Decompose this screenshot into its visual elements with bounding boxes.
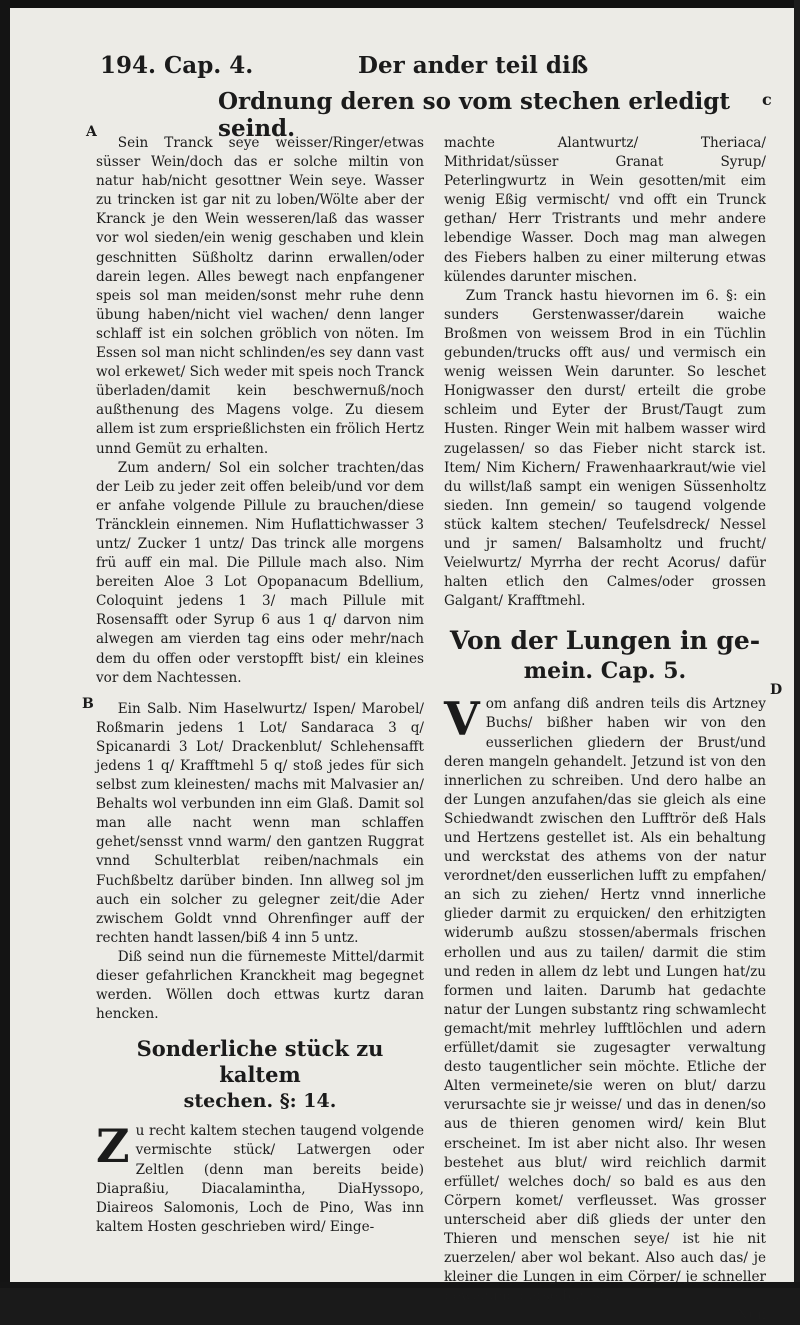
paragraph: machte Alantwurtz/ Theriaca/ Mithridat/süsser Granat Syrup/ Peterlingwurtz in Wein gesotten/mit eim wenig Eßig vermischt/ vnd offt ein Trunck gethan/ Herr Tristrants und mehr andere lebendige Wasser. Doch mag man alwegen des Fiebers halben zu einer milterung etwas külendes darunter mischen.: [444, 135, 766, 285]
section-heading: [96, 1036, 424, 1114]
page-header: [100, 52, 760, 92]
section-heading-line1: Sonderliche stück zu kaltem: [136, 1036, 384, 1088]
paragraph: Sein Tranck seye weisser/Ringer/etwas süsser Wein/doch das er solche miltin von natur hab/nicht gesottner Wein seye. Wasser zu trincken ist gar nit zu loben/Wölte aber der Kranck je den Wein wesseren/laß das wasser vor wol sieden/ein wenig geschaben und klein geschnitten Süßholtz darinn erwallen/oder darein legen. Alles bewegt nach enpfangener speis sol man meiden/sonst mehr ruhe denn übung haben/nicht viel wachen/ denn langer schlaff ist ein solchen gröblich von nöten. Im Essen sol man nicht schlinden/es sey dann vast wol erkewet/ Sich weder mit speis noch Tranck überladen/damit kein beschwernuß/noch außthenung des Magens volge. Zu diesem allem ist zum ersprießlichsten ein frölich Hertz unnd Gemüt zu erhalten.: [96, 135, 424, 457]
chapter-heading: [444, 625, 766, 687]
chapter-heading-line1: Von der Lungen in ge-: [449, 626, 761, 656]
catchword: Nun: [736, 1307, 766, 1324]
margin-letter-b: B: [82, 696, 94, 712]
left-column: [96, 134, 424, 1237]
running-title: Der ander teil diß: [358, 52, 589, 79]
paragraph: Zum andern/ Sol ein solcher trachten/das der Leib zu jeder zeit offen beleib/und vor dem er anfahe volgende Pillule zu brauchen/diese Träncklein einnemen. Nim Huflattichwasser 3 untz/ Zucker 1 untz/ Das trinck alle morgens frü auff ein mal. Die Pillule mach also. Nim bereiten Aloe 3 Lot Opopanacum Bdellium, Coloquint jedens 1 3/ mach Pillule mit Rosensafft oder Syrup 6 aus 1 q/ darvon nim alwegen am vierden tag eins oder mehr/nach dem du offen oder verstopfft bist/ ein kleines vor dem Nachtessen.: [96, 459, 424, 686]
chapter-heading-line2: mein. Cap. 5.: [523, 658, 687, 685]
paragraph: Zum Tranck hastu hievornen im 6. §: ein sunders Gerstenwasser/darein waiche Broßmen von weissem Brod in ein Tüchlin gebunden/trucks offt aus/ und vermisch ein wenig weissen Wein darunter. So leschet Honigwasser den durst/ erteilt die grobe schleim und Eyter der Brust/Taugt zum Husten. Ringer Wein mit halbem wasser wird zugelassen/ so das Fieber nicht starck ist. Item/ Nim Kichern/ Frawenhaarkraut/wie viel du willst/laß sampt ein wenigen Süssenholtz sieden. Inn gemein/ so taugend volgende stück kaltem stechen/ Teufelsdreck/ Nessel und jr samen/ Balsamholtz und frucht/ Veielwurtz/ Myrrha der recht Acorus/ dafür halten etlich den Calmes/oder grossen Galgant/ Krafftmehl.: [444, 287, 766, 610]
paragraph: Diß seind nun die fürnemeste Mittel/darmit dieser gefahrlichen Kranckheit mag begegnet werden. Wöllen doch ettwas kurtz daran hencken.: [96, 948, 424, 1023]
paragraph: Vom anfang diß andren teils dis Artzney Buchs/ bißher haben wir von den eusserlichen gliedern der Brust/und deren mangeln gehandelt. Jetzund ist von den innerlichen zu schreiben. Und dero halbe an der Lungen anzufahen/das sie gleich als eine Schiedwandt zwischen den Lufftrör deß Hals und Hertzens gestellet ist. Als ein behaltung und werckstat des athems von der natur verordnet/den eusserlichen lufft zu empfahen/ an sich zu ziehen/ Hertz vnnd innerliche glieder darmit zu erquicken/ den erhitzigten widerumb außzu stossen/abermals frischen erhollen und aus zu tailen/ darmit die stim und reden in allem dz lebt und Lungen hat/zu formen und laiten. Darumb hat gedachte natur der Lungen substantz ring schwamlecht gemacht/mit mehrley lufftlöchlen und adern erfüllet/damit sie zugesagter verwaltung desto taugentlicher sein möchte. Etliche der Alten vermeinete/sie weren on blut/ darzu verursachte sie jr weisse/ und das in denen/so aus de thieren genomen wird/ kein Blut erscheinet. Im ist aber nicht also. Ihr wesen bestehet aus blut/ wird reichlich darmit erfüllet/ welches doch/ so bald es aus den Cörpern komet/ verfleusset. Was grosser unterscheid aber diß glieds der unter den Thieren und menschen seye/ ist hie nit zuerzelen/ aber wol bekant. Also auch das/ je kleiner die Lungen in eim Cörper/ je schneller bewegung derselbig ist.: [444, 692, 766, 1305]
paragraph: Zu recht kaltem stechen taugend volgende vermischte stück/ Latwergen oder Zeltlen (denn man bereits beide) Diapraßiu, Diacalamintha, DiaHyssopo, Diaireos Salomonis, Loch de Pino, Was inn kaltem Hosten geschrieben wird/ Einge-: [96, 1119, 424, 1235]
margin-letter-a: A: [86, 124, 97, 140]
paragraph: Ein Salb. Nim Haselwurtz/ Ispen/ Marobel/ Roßmarin jedens 1 Lot/ Sandaraca 3 q/ Spicanardi 3 Lot/ Drackenblut/ Schlehensafft jedens 1 q/ Krafftmehl 5 q/ stoß jedes für sich selbst zum kleinesten/ machs mit Malvasier an/ Behalts wol verbunden inn eim Glaß. Damit sol man alle nacht wenn man schlaffen gehet/sensst vnnd warm/ den gantzen Ruggrat vnnd Schulterblat reiben/nachmals ein Fuchßbeltz darüber binden. Inn allweg sol jm auch ein solcher zu gelegner zeit/die Ader zwischem Goldt vnnd Ohrenfinger auff der rechten handt lassen/biß 4 inn 5 untz.: [96, 700, 424, 946]
scan-border-top: [0, 0, 800, 8]
page-number: 194.: [100, 52, 157, 79]
right-column: [444, 134, 766, 1325]
section-heading-line2: stechen. §: 14.: [183, 1090, 337, 1113]
margin-letter-d: D: [770, 682, 783, 698]
scan-border-right: [794, 0, 800, 1288]
signature-mark: c: [762, 90, 772, 109]
running-subtitle: Ordnung deren so vom stechen erledigt seind.: [218, 88, 730, 142]
chapter-label: Cap. 4.: [164, 52, 254, 79]
scan-border-left: [0, 0, 10, 1288]
